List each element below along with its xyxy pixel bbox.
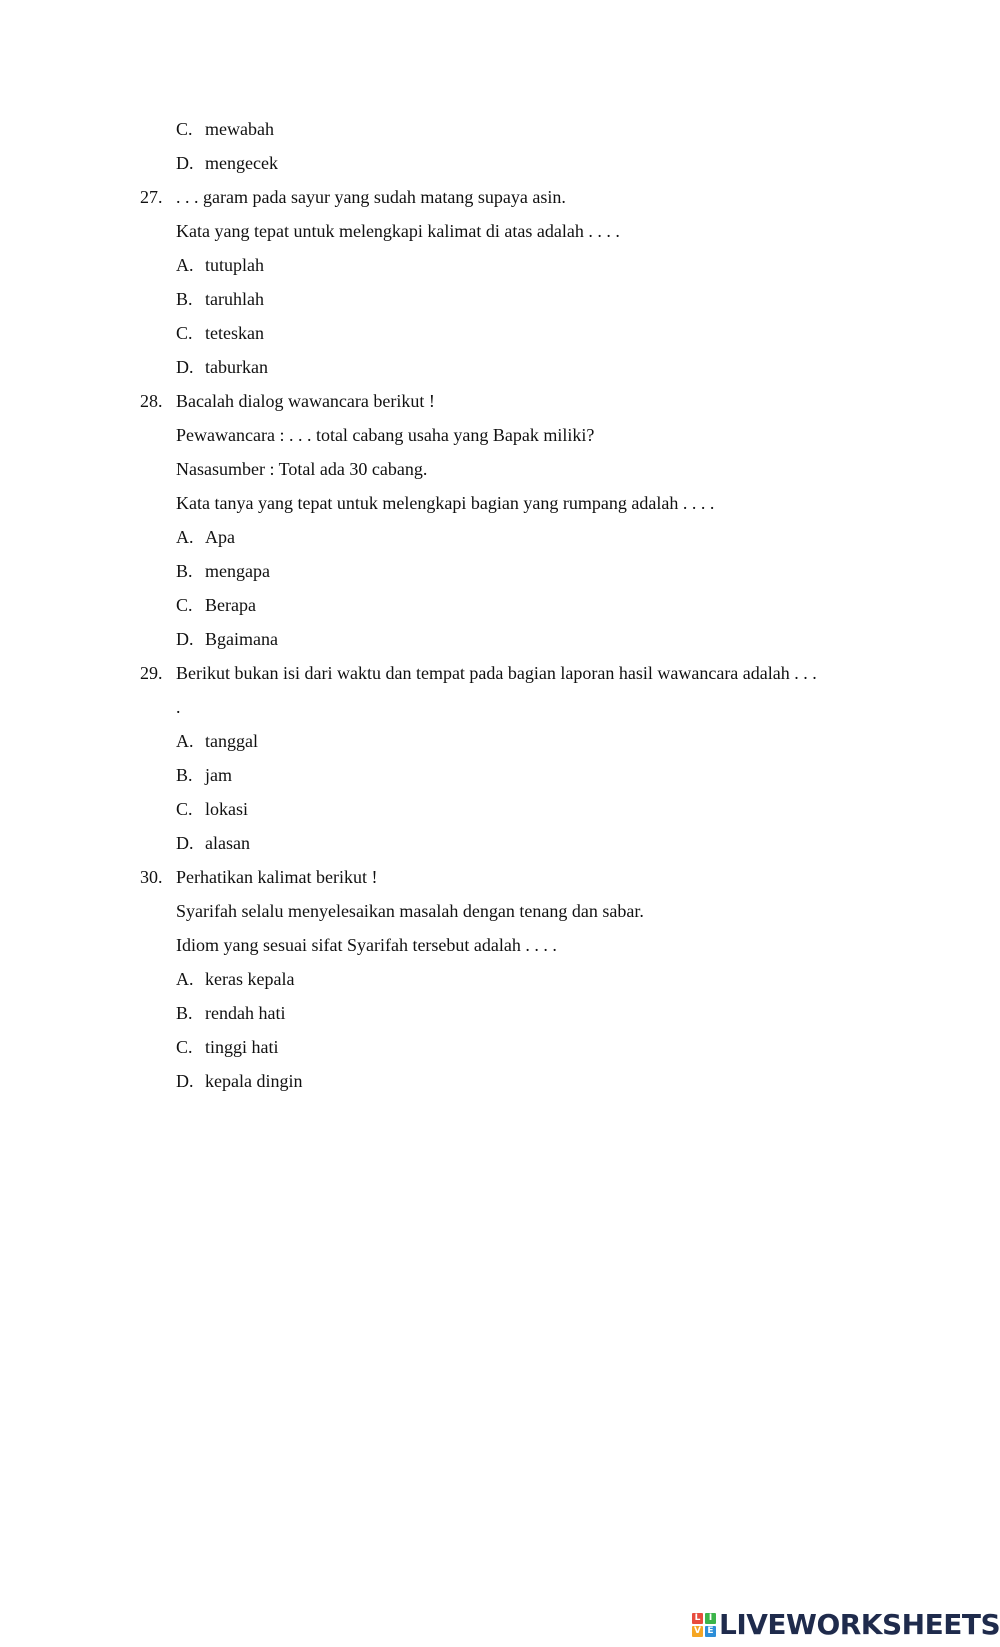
option-letter: A. [176,527,194,547]
option-text: tanggal [205,731,258,751]
option-text: taburkan [205,357,268,377]
option-letter: D. [176,629,194,649]
option-letter: D. [176,1071,194,1091]
option-letter: C. [176,595,193,615]
option-text: keras kepala [205,969,295,989]
option-letter: C. [176,119,193,139]
q30-option-d[interactable] [176,1070,302,1092]
option-text: rendah hati [205,1003,286,1023]
option-text: mengapa [205,561,270,581]
logo-square-i: I [705,1613,716,1624]
q29-option-d[interactable] [176,832,250,854]
logo-square-l: L [692,1613,703,1624]
q27-text-line-2: Kata yang tepat untuk melengkapi kalimat di atas adalah . . . . [176,221,620,241]
logo-square-e: E [705,1626,716,1637]
option-text: Berapa [205,595,256,615]
option-text: teteskan [205,323,264,343]
q30-option-b[interactable] [176,1002,285,1024]
q28-text-line-2: Pewawancara : . . . total cabang usaha yang Bapak miliki? [176,425,595,445]
q27-number: 27. [140,187,163,207]
q30-text-line-1: Perhatikan kalimat berikut ! [176,867,378,887]
option-text: mewabah [205,119,274,139]
logo-squares-icon [692,1613,716,1637]
q30-option-c[interactable] [176,1036,279,1058]
liveworksheets-logo[interactable] [692,1610,1000,1640]
option-letter: B. [176,765,193,785]
option-text: tinggi hati [205,1037,279,1057]
option-letter: D. [176,153,194,173]
option-letter: A. [176,255,194,275]
option-letter: B. [176,289,193,309]
q30-text-line-2: Syarifah selalu menyelesaikan masalah dengan tenang dan sabar. [176,901,644,921]
option-letter: A. [176,969,194,989]
logo-square-v: V [692,1626,703,1637]
option-text: Bgaimana [205,629,278,649]
option-text: jam [205,765,232,785]
option-letter: B. [176,561,193,581]
option-text: lokasi [205,799,248,819]
q27-text-line-1: . . . garam pada sayur yang sudah matang supaya asin. [176,187,566,207]
q28-option-a[interactable] [176,526,235,548]
q28-number: 28. [140,391,163,411]
q28-option-c[interactable] [176,594,256,616]
q29-option-b[interactable] [176,764,232,786]
q28-option-d[interactable] [176,628,278,650]
option-letter: D. [176,357,194,377]
q28-text-line-1: Bacalah dialog wawancara berikut ! [176,391,435,411]
option-text: alasan [205,833,250,853]
q28-text-line-4: Kata tanya yang tepat untuk melengkapi bagian yang rumpang adalah . . . . [176,493,715,513]
option-letter: A. [176,731,194,751]
option-text: kepala dingin [205,1071,303,1091]
option-letter: C. [176,799,193,819]
q26-option-c[interactable] [176,118,274,140]
option-letter: B. [176,1003,193,1023]
q29-text-line-2: . [176,697,181,717]
q30-text-line-3: Idiom yang sesuai sifat Syarifah tersebut adalah . . . . [176,935,557,955]
q29-option-c[interactable] [176,798,248,820]
q28-text-line-3: Nasasumber : Total ada 30 cabang. [176,459,428,479]
q27-option-c[interactable] [176,322,264,344]
q27-option-d[interactable] [176,356,268,378]
option-text: tutuplah [205,255,264,275]
q30-option-a[interactable] [176,968,294,990]
q29-number: 29. [140,663,163,683]
option-text: Apa [205,527,235,547]
logo-wordmark: LIVEWORKSHEETS [719,1608,1000,1641]
q30-number: 30. [140,867,163,887]
q28-option-b[interactable] [176,560,270,582]
q27-option-b[interactable] [176,288,264,310]
option-letter: C. [176,323,193,343]
q26-option-d[interactable] [176,152,278,174]
option-letter: C. [176,1037,193,1057]
q27-option-a[interactable] [176,254,264,276]
option-letter: D. [176,833,194,853]
q29-option-a[interactable] [176,730,258,752]
option-text: taruhlah [205,289,264,309]
option-text: mengecek [205,153,278,173]
q29-text-line-1: Berikut bukan isi dari waktu dan tempat pada bagian laporan hasil wawancara adalah . . . [176,663,817,683]
